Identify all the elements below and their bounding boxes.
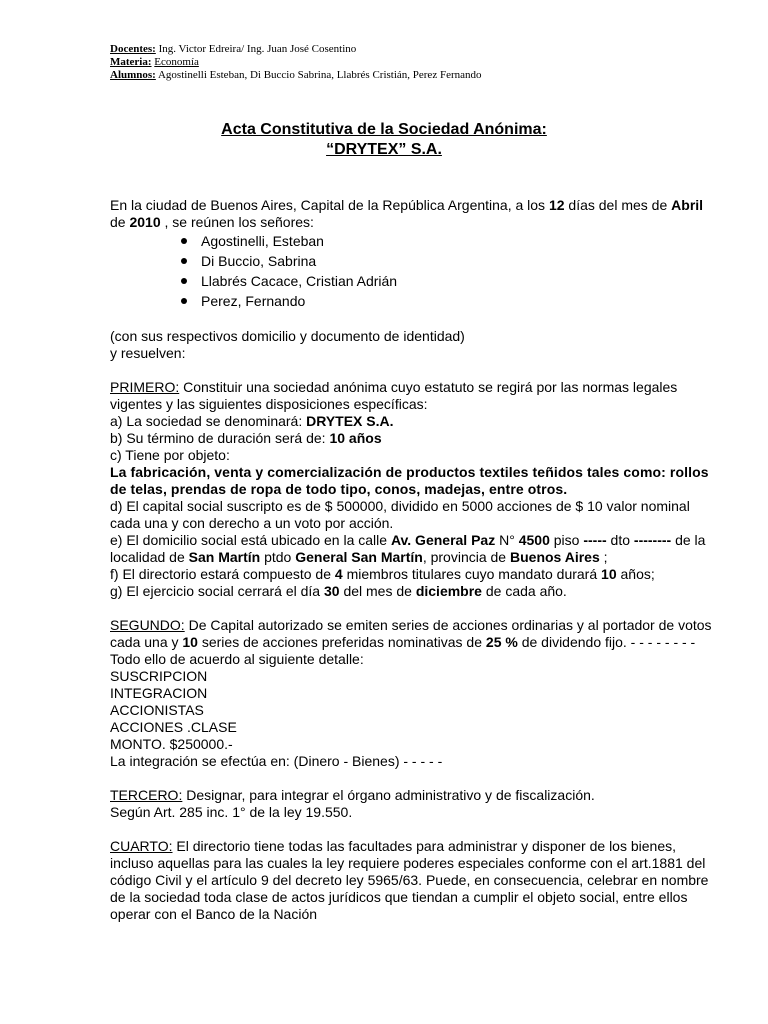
item-a — [110, 413, 720, 430]
detail-line: ACCIONISTAS — [110, 702, 204, 718]
item-b — [110, 430, 720, 447]
floor: ----- — [583, 532, 607, 548]
intro-month: Abril — [671, 197, 704, 213]
e-text-5: de la localidad de — [110, 532, 706, 565]
segundo-text-1: De Capital autorizado se emiten series de acciones ordinarias y al portador de votos cada una y — [110, 617, 712, 650]
title-line-2: “DRYTEX” S.A. — [326, 141, 442, 158]
intro-text-3: de — [110, 214, 130, 230]
identity-note: (con sus respectivos domicilio y documento de identidad) — [110, 328, 465, 344]
tercero-law: Según Art. 285 inc. 1° de la ley 19.550. — [110, 804, 353, 820]
detail-line: ACCIONES .CLASE — [110, 719, 237, 735]
closing-day: 30 — [323, 583, 340, 599]
docentes-value: Ing. Victor Edreira/ Ing. Juan José Cosentino — [155, 43, 357, 55]
docentes-label: Docentes: — [110, 43, 156, 55]
intro-day: 12 — [548, 197, 565, 213]
primero-text: Constituir una sociedad anónima cuyo estatuto se regirá por las normas legales vigentes y las siguientes disposiciones específicas: — [110, 379, 678, 412]
document-body — [110, 197, 720, 923]
list-item: Perez, Fernando — [179, 291, 720, 311]
item-c: c) Tiene por objeto: — [110, 447, 230, 463]
materia-line — [110, 56, 482, 69]
integration-line: La integración se efectúa en: (Dinero - Bienes) - - - - - — [110, 753, 443, 769]
list-item: Llabrés Cacace, Cristian Adrián — [179, 271, 720, 291]
docentes-line — [110, 43, 482, 56]
board-members: 4 — [334, 566, 343, 582]
primero-paragraph — [110, 379, 720, 413]
tercero-paragraph — [110, 787, 720, 804]
materia-label: Materia: — [110, 56, 152, 68]
people-list — [110, 231, 720, 311]
item-g — [110, 583, 720, 600]
f-text-1: f) El directorio estará compuesto de — [110, 566, 335, 582]
e-text-6: ptdo — [260, 549, 296, 565]
list-item: Agostinelli, Esteban — [179, 231, 720, 251]
alumnos-value: Agostinelli Esteban, Di Buccio Sabrina, Llabrés Cristián, Perez Fernando — [155, 69, 482, 81]
alumnos-line — [110, 69, 482, 82]
g-text-3: de cada año. — [481, 583, 567, 599]
detail-line: MONTO. $250000.- — [110, 736, 233, 752]
g-text-1: g) El ejercicio social cerrará el día — [110, 583, 324, 599]
series-count: 10 — [182, 634, 198, 650]
segundo-text-3: de dividendo fijo. - - - - - - - - Todo ello de acuerdo al siguiente detalle: — [110, 634, 696, 667]
duration: 10 años — [329, 430, 382, 446]
intro-text-1: En la ciudad de Buenos Aires, Capital de la República Argentina, a los — [110, 197, 549, 213]
segundo-paragraph — [110, 617, 720, 668]
primero-label: PRIMERO: — [110, 379, 180, 395]
apartment: -------- — [633, 532, 672, 548]
cuarto-paragraph — [110, 838, 720, 923]
district: General San Martín — [295, 549, 423, 565]
item-f — [110, 566, 720, 583]
document-header — [110, 43, 482, 82]
materia-value: Economía — [154, 56, 199, 68]
item-a-text: a) La sociedad se denominará: — [110, 413, 307, 429]
intro-text-4: , se reúnen los señores: — [160, 214, 314, 230]
company-name: DRYTEX S.A. — [306, 413, 394, 429]
detail-line: SUSCRIPCION — [110, 668, 208, 684]
e-text-8: ; — [599, 549, 608, 565]
item-d: d) El capital social suscripto es de $ 500000, dividido en 5000 acciones de $ 10 valor nominal cada una y con derecho a un voto por acción. — [110, 498, 690, 531]
segundo-text-2: series de acciones preferidas nominativas de — [197, 634, 486, 650]
e-text-2: N° — [495, 532, 519, 548]
item-e — [110, 532, 720, 566]
e-text-3: piso — [549, 532, 584, 548]
cuarto-text: El directorio tiene todas las facultades para administrar y disponer de los bienes, incluso aquellas para las cuales la ley requiere poderes especiales conforme con el art.1881 del código Civil y el artículo 9 del decreto ley 5965/63. Puede, en consecuencia, celebrar en nombre de la sociedad toda clase de actos jurídicos que tiendan a cumplir el objeto social, entre ellos operar con el Banco de la Nación — [110, 838, 709, 922]
tercero-label: TERCERO: — [110, 787, 183, 803]
street-number: 4500 — [518, 532, 550, 548]
item-b-text: b) Su término de duración será de: — [110, 430, 330, 446]
f-text-3: años; — [616, 566, 655, 582]
dividend-percent: 25 % — [485, 634, 518, 650]
e-text-4: dto — [606, 532, 634, 548]
e-text-1: e) El domicilio social está ubicado en la calle — [110, 532, 391, 548]
intro-year: 2010 — [129, 214, 161, 230]
intro-text-2: días del mes de — [564, 197, 672, 213]
title-line-1: Acta Constitutiva de la Sociedad Anónima: — [221, 121, 547, 138]
company-purpose: La fabricación, venta y comercialización de productos textiles teñidos tales como: rollos de telas, prendas de ropa de todo tipo, conos, madejas, entre otros. — [110, 464, 709, 497]
mandate-years: 10 — [601, 566, 617, 582]
intro-paragraph — [110, 197, 720, 231]
document-title — [0, 120, 768, 160]
cuarto-label: CUARTO: — [110, 838, 173, 854]
f-text-2: miembros titulares cuyo mandato durará — [342, 566, 602, 582]
detail-line: INTEGRACION — [110, 685, 208, 701]
segundo-label: SEGUNDO: — [110, 617, 185, 633]
tercero-text-1: Designar, para integrar el órgano administrativo y de fiscalización. — [182, 787, 595, 803]
e-text-7: , provincia de — [422, 549, 510, 565]
list-item: Di Buccio, Sabrina — [179, 251, 720, 271]
street: Av. General Paz — [390, 532, 496, 548]
province: Buenos Aires — [510, 549, 600, 565]
alumnos-label: Alumnos: — [110, 69, 156, 81]
resolve-line: y resuelven: — [110, 345, 186, 361]
closing-month: diciembre — [415, 583, 482, 599]
g-text-2: del mes de — [339, 583, 416, 599]
locality: San Martín — [188, 549, 261, 565]
